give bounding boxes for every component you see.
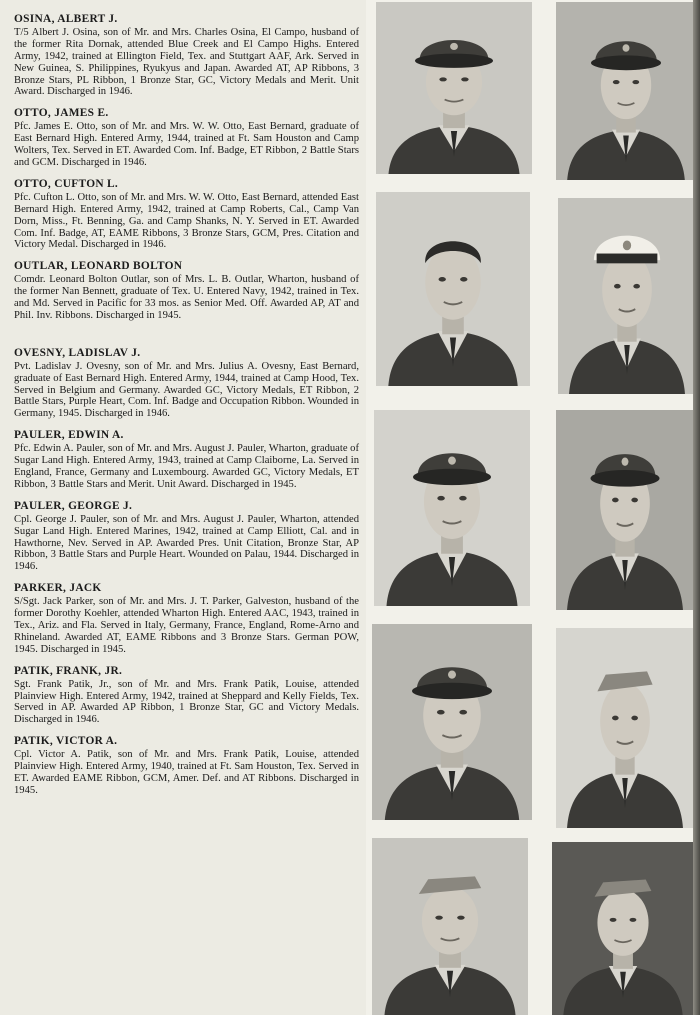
book-binding-edge [693, 0, 700, 1015]
entry-parker [14, 583, 359, 655]
entry-osina [14, 14, 359, 98]
entry-text: Pfc. Cufton L. Otto, son of Mr. and Mrs. W. W. Otto, East Bernard, attended East Bernard High. Entered Army, 1942, trained at Camp Roberts, Cal., Camp Van Dorn, Miss., Ft. Benning, Ga. and Camp Shanks, N. Y. Served in ET. Awarded Com. Inf. Badge, AT, EAME Ribbons, 3 Bronze Stars, GCM, Pres. Citation and Victory Medal. Discharged in 1946. [14, 191, 359, 251]
entry-name: PATIK, FRANK, JR. [14, 664, 123, 677]
entry-text: Pfc. James E. Otto, son of Mr. and Mrs. W. W. Otto, East Bernard, graduate of East Bernard High. Entered Army, 1944, trained at Ft. Sam Houston and Camp Wolters, Tex. Served in ET. Awarded Com. Inf. Badge, ET Ribbon, 2 Battle Stars and GCM. Discharged in 1946. [14, 121, 359, 168]
portrait-image [556, 628, 694, 828]
portrait-patik-frank [372, 838, 528, 1015]
portrait-otto-cufton [376, 192, 530, 386]
entry-pauler-edwin [14, 430, 359, 491]
entry-outlar [14, 261, 359, 322]
entry-name: OUTLAR, LEONARD BOLTON [14, 260, 183, 273]
entry-text: T/5 Albert J. Osina, son of Mr. and Mrs. Charles Osina, El Campo, husband of the former Rita Dornak, attended Blue Creek and El Campo Highs. Entered Army, 1942, trained at Ellington Field, Tex. and Stuttgart AAF, Ark. Served in New Guinea, S. Philippines, Ryukyus and Japan. Awarded AT, AP Ribbons, 3 Bronze Stars, PL Ribbon, 1 Bronze Star, GC, Victory Medals and Merit. Unit Award. Discharged in 1946. [14, 26, 359, 98]
entry-text: Pvt. Ladislav J. Ovesny, son of Mr. and Mrs. Julius A. Ovesny, East Bernard, graduate of East Bernard High. Entered Army, 1944, trained at Camp Hood, Tex. Served in Belgium and Germany. Awarded GC, Victory Medals, ET Ribbon, 2 Battle Stars, Purple Heart, Com. Inf. Badge and Occupation Ribbon. Wounded in Germany, 1945. Discharged in 1946. [14, 360, 359, 420]
portrait-pauler-george [372, 624, 532, 820]
entry-pauler-george [14, 501, 359, 573]
entry-name: PAULER, EDWIN A. [14, 429, 124, 442]
portrait-image [558, 198, 696, 394]
entry-ovesny [14, 348, 359, 420]
entry-name: OSINA, ALBERT J. [14, 13, 118, 25]
portrait-image [556, 410, 694, 610]
portrait-image [552, 842, 694, 1015]
portrait-ovesny [374, 410, 530, 606]
entry-name: OVESNY, LADISLAV J. [14, 346, 141, 359]
portrait-image [372, 624, 532, 820]
entry-text: Pfc. Edwin A. Pauler, son of Mr. and Mrs. August J. Pauler, Wharton, graduate of Sugar Land High. Entered Army, 1943, trained at Camp Claiborne, La. Served in England, France, Germany and Luxembourg. Awarded GC, Victory Medals, ET Ribbon, 3 Battle Stars and Merit. Unit Award. Discharged in 1945. [14, 443, 359, 490]
entry-name: OTTO, CUFTON L. [14, 177, 119, 190]
entry-name: OTTO, JAMES E. [14, 107, 109, 120]
portrait-osina [376, 2, 532, 174]
entry-patik-victor [14, 736, 359, 797]
entry-text: Cpl. George J. Pauler, son of Mr. and Mrs. August J. Pauler, Wharton, attended Sugar Land High. Entered Marines, 1942, trained at Camp Elliott, Cal. and in Hawthorne, Nev. Served in AP. Awarded Pres. Unit Citation, Bronze Star, AP Ribbon, 3 Battle Stars and Purple Heart. Wounded on Palau, 1944. Discharged in 1946. [14, 513, 359, 573]
portrait-image [376, 2, 532, 174]
portrait-outlar [558, 198, 696, 394]
portrait-image [372, 838, 528, 1015]
portrait-parker [556, 628, 694, 828]
entry-name: PARKER, JACK [14, 582, 102, 595]
entry-text: S/Sgt. Jack Parker, son of Mr. and Mrs. J. T. Parker, Galveston, husband of the former Dorothy Koehler, attended Wharton High. Entered AAC, 1943, trained in Tex., Ariz. and Fla. Served in Italy, Germany, France, England, Rome-Arno and Rhineland. Awarded AT, EAME Ribbons and 3 Bronze Stars. German POW, 1945. Discharged in 1945. [14, 596, 359, 655]
entry-text: Comdr. Leonard Bolton Outlar, son of Mrs. L. B. Outlar, Wharton, husband of the former Nan Bennett, graduate of Tex. U. Entered Navy, 1942, trained in Tex. and Md. Served in Pacific for 33 mos. as Senior Med. Off. Awarded AP, AT and Phil. Inv. Ribbons. Discharged in 1945. [14, 274, 359, 321]
portrait-patik-victor [552, 842, 694, 1015]
entry-text: Cpl. Victor A. Patik, son of Mr. and Mrs. Frank Patik, Louise, attended Plainview High. Entered Army, 1940, trained at Ft. Sam Houston, Tex. Served in ET. Awarded EAME Ribbon, GCM, Amer. Def. and AT Ribbons. Discharged in 1945. [14, 749, 359, 796]
entry-otto-james [14, 108, 359, 169]
entry-name: PAULER, GEORGE J. [14, 499, 133, 512]
entry-text: Sgt. Frank Patik, Jr., son of Mr. and Mrs. Frank Patik, Louise, attended Plainview High. Entered Army, 1942, trained at Sheppard and Kelly Fields, Tex. Served in AP. Awarded AP Ribbon, 1 Bronze Star, GC and Victory Medals. Discharged in 1946. [14, 678, 359, 726]
entry-name: PATIK, VICTOR A. [14, 735, 118, 748]
portrait-pauler-edwin [556, 410, 694, 610]
portrait-image [376, 192, 530, 386]
portrait-image [374, 410, 530, 606]
portrait-otto-james [556, 2, 696, 180]
biography-column [14, 14, 359, 807]
portrait-image [556, 2, 696, 180]
entry-patik-frank [14, 666, 359, 727]
entry-otto-cufton [14, 179, 359, 251]
